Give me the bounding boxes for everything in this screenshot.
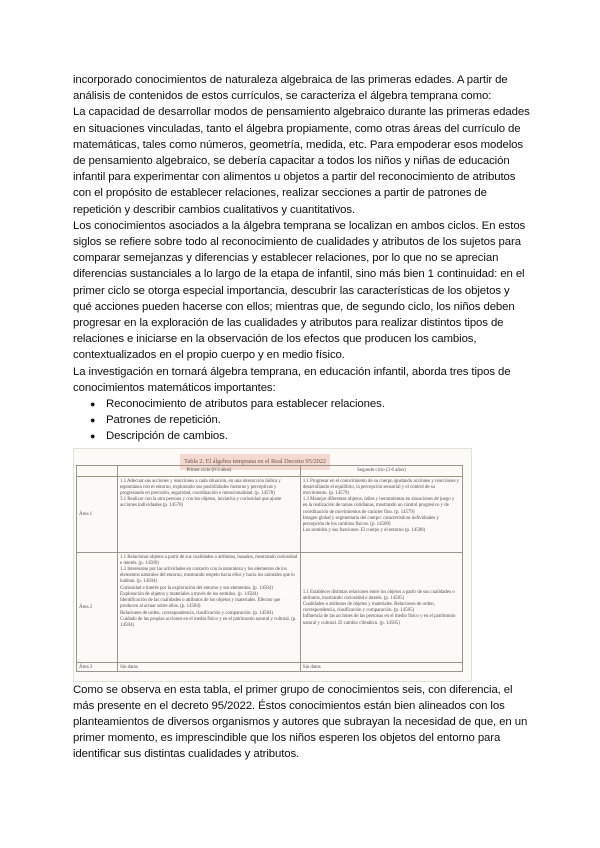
paragraph: La capacidad de desarrollar modos de pensamiento algebraico durante las primeras edades en situaciones vinculadas, tanto el álgebra propiamente, como otras áreas del currículo de matemáticas, tales como números, geometría, medida, etc. Para empoderar esos modelos de pensamiento algebraico, se debería capacitar a todos los niños y niñas de educación infantil para experimentar con alimentos u objetos a partir del reconocimiento de atributos con el propósito de establecer relaciones, realizar secciones a partir de patrones de repetición y describir cambios cualitativos y cuantitativos.: [73, 106, 530, 216]
table-cell: 1.1 Progresar en el conocimiento de su cuerpo ajustando acciones y reacciones y desarrollando el equilibrio, la percepción sensorial y el control de su movimiento. (p. 14579) 1.3 Manejar diferentes objetos, útiles y herramientas en situaciones de juego y en la realización de tareas cotidianas, mostrando un control progresivo y de coordinación de movimientos de carácter fino. (p. 14579) Imagen global y segmentaria del cuerpo: características individuales y percepción de los cambios físicos. (p. 14580) Los sentidos y sus funciones. El cuerpo y el entorno (p. 14580): [300, 476, 462, 552]
area-cell: Área 1: [77, 476, 118, 552]
table-row: [77, 476, 463, 552]
table-cell: 1.1 Adecuar sus acciones y reacciones a cada situación, en una interacción lúdica y espontánea con el entorno, explorando sus posibilidades motoras y perceptivas y progresando en precisión, seguridad, coordinación e intencionalidad. (p. 14578) 3.1 Realizar con la otra persona y con los objetos, iniciativa y curiosidad que ajuste acciones individuales (p. 14578): [118, 476, 301, 552]
table-cell: Sin datos: [118, 662, 301, 671]
table-row: [77, 662, 463, 671]
bullet-list: [73, 396, 530, 445]
bullet-item: ● Descripción de cambios.: [73, 428, 530, 444]
header-cell: Primer ciclo (0-3 años): [118, 465, 301, 476]
paragraph: incorporado conocimientos de naturaleza algebraica de las primeras edades. A partir de análisis de contenidos de estos currículos, se caracteriza el álgebra temprana como:: [73, 74, 508, 103]
table-cell: Sin datos: [300, 662, 462, 671]
paragraph: Los conocimientos asociados a la álgebra temprana se localizan en ambos ciclos. En estos siglos se refiere sobre todo al reconocimiento de cualidades y atributos de los sujetos para comparar semejanzas y diferencias y establecer relaciones, por lo que no se aprecian diferencias sustanciales a lo largo de la etapa de infantil, sino más bien 1 continuidad: en el primer ciclo se otorga especial importancia, descubrir las características de los objetos y qué acciones pueden hacerse con ellos; mientras que, de segundo ciclo, los niños deben progresar en la exploración de las cualidades y atributos para realizar distintos tipos de relaciones e iniciarse en la observación de los efectos que producen los cambios, contextualizados en el propio cuerpo y en medio físico.: [73, 219, 526, 362]
area-cell: Área 2: [77, 552, 118, 662]
figure-caption: Tabla 2. El álgebra temprana en el Real Decreto 95/2022: [180, 454, 330, 470]
header-cell: [77, 465, 118, 476]
area-cell: Área 3: [77, 662, 118, 671]
table-row: [77, 552, 463, 662]
table-cell: 1.1 Establecer distintas relaciones entre los objetos a partir de sus cualidades o atributos, mostrando curiosidad e interés. (p. 14585) Cualidades o atributos de objetos y materiales. Relaciones de orden, correspondencia, clasificación y comparación. (p. 14585) Influencia de las acciones de las personas en el medio físico y en el patrimonio natural y cultural. El cambio climático. (p. 14585): [300, 552, 462, 662]
paragraph: La investigación en tornará álgebra temprana, en educación infantil, aborda tres tipos de conocimientos matemáticos importantes:: [73, 365, 511, 394]
header-cell: Segundo ciclo (3-6 años): [300, 465, 462, 476]
bullet-item: ● Patrones de repetición.: [73, 412, 530, 428]
document-page: [73, 72, 530, 763]
curriculum-table: [76, 465, 463, 672]
table-figure: [73, 448, 472, 682]
table-cell: 1.1 Relacionar objetos a partir de sus cualidades o atributos, basados, mostrando curiosidad e interés. (p. 14580) 1.2 Interesarse por las actividades en contacto con la naturaleza y los elementos de los elementos naturales del entorno, mostrando respeto hacia ellos y hacia los animales que lo habitan. (p. 14584) Curiosidad e interés por la exploración del entorno y sus elementos. (p. 14584) Exploración de objetos y materiales a través de los sentidos. (p. 14584) Identificación de las cualidades o atributos de los objetos y materiales. Efectos que producen al actuar sobre ellos. (p. 14584) Relaciones de orden, correspondencia, clasificación y comparación. (p. 14584) Cuidado de las propias acciones en el medio físico y en el patrimonio natural y cultural. (p. 14584): [118, 552, 301, 662]
paragraph: Como se observa en esta tabla, el primer grupo de conocimientos seis, con diferencia, el más presente en el decreto 95/2022. Éstos conocimientos están bien alineados con los planteamientos de diversos organismos y autores que subrayan la necesidad de que, en un primer momento, es imprescindible que los niños esperen los objetos del entorno para identificar sus distintas cualidades y atributos.: [73, 683, 528, 761]
table-header-row: [77, 465, 463, 476]
bullet-item: ● Reconocimiento de atributos para establecer relaciones.: [73, 396, 530, 412]
